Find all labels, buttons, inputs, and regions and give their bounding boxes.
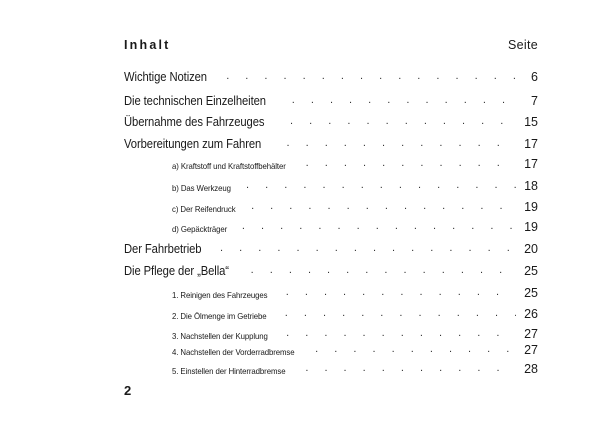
dot-leader — [280, 116, 516, 127]
dot-leader — [296, 158, 516, 169]
toc-entry-label: Wichtige Notizen — [124, 70, 207, 84]
toc-entry — [124, 133, 538, 151]
toc-entry-label: 1. Reinigen des Fahrzeuges — [172, 290, 268, 300]
toc-entry-page: 15 — [524, 115, 538, 129]
toc-entry — [172, 303, 538, 321]
dot-leader — [232, 221, 516, 232]
toc-entry-page: 25 — [524, 264, 538, 278]
toc-entry-label: 2. Die Ölmenge im Getriebe — [172, 311, 267, 321]
toc-entry — [124, 111, 538, 129]
toc-entry — [172, 358, 538, 376]
toc-entry-label: 3. Nachstellen der Kupplung — [172, 331, 268, 341]
toc-entry-page: 27 — [524, 327, 538, 341]
toc-entry-label: 5. Einstellen der Hinterradbremse — [172, 366, 286, 376]
toc-entry-page: 7 — [531, 94, 538, 108]
dot-leader — [275, 308, 516, 319]
toc-entry — [124, 66, 538, 84]
toc-entry-page: 27 — [524, 343, 538, 357]
dot-leader — [295, 363, 516, 374]
toc-entry-page: 25 — [524, 286, 538, 300]
toc-entry-label: Der Fahrbetrieb — [124, 242, 202, 256]
toc-entry — [172, 339, 538, 357]
toc-entry-page: 26 — [524, 307, 538, 321]
page-column-heading: Seite — [508, 38, 538, 52]
toc-entry-label: a) Kraftstoff und Kraftstoffbehälter — [172, 161, 286, 171]
toc-entry-label: Die Pflege der „Bella“ — [124, 264, 229, 278]
dot-leader — [210, 243, 516, 254]
toc-entry-label: Die technischen Einzelheiten — [124, 94, 266, 108]
dot-leader — [282, 95, 516, 106]
toc-entry-page: 17 — [524, 157, 538, 171]
toc-entry — [172, 216, 538, 234]
toc-entry-page: 19 — [524, 220, 538, 234]
toc-entry-page: 20 — [524, 242, 538, 256]
contents-heading: Inhalt — [124, 38, 171, 52]
dot-leader — [276, 287, 516, 298]
toc-entry — [124, 260, 538, 278]
toc-entry-page: 19 — [524, 200, 538, 214]
toc-entry — [172, 196, 538, 214]
toc-entry-label: d) Gepäckträger — [172, 224, 228, 234]
toc-entry-page: 28 — [524, 362, 538, 376]
dot-leader — [305, 344, 516, 355]
dot-leader — [276, 138, 516, 149]
page-number: 2 — [124, 383, 132, 398]
dot-leader — [236, 180, 516, 191]
toc-entry — [172, 153, 538, 171]
toc-entry-label: c) Der Reifendruck — [172, 204, 236, 214]
toc-entry — [172, 282, 538, 300]
dot-leader — [241, 201, 516, 212]
toc-entry-label: b) Das Werkzeug — [172, 183, 231, 193]
dot-leader — [276, 328, 516, 339]
toc-entry-page: 18 — [524, 179, 538, 193]
toc-entry-page: 6 — [531, 70, 538, 84]
dot-leader — [241, 265, 516, 276]
toc-entry-label: 4. Nachstellen der Vorderradbremse — [172, 347, 295, 357]
toc-entry — [124, 90, 538, 108]
toc-entry — [172, 175, 538, 193]
dot-leader — [216, 71, 516, 82]
toc-entry-page: 17 — [524, 137, 538, 151]
toc-entry-label: Vorbereitungen zum Fahren — [124, 137, 262, 151]
toc-entry-label: Übernahme des Fahrzeuges — [124, 115, 265, 129]
toc-entry — [124, 238, 538, 256]
